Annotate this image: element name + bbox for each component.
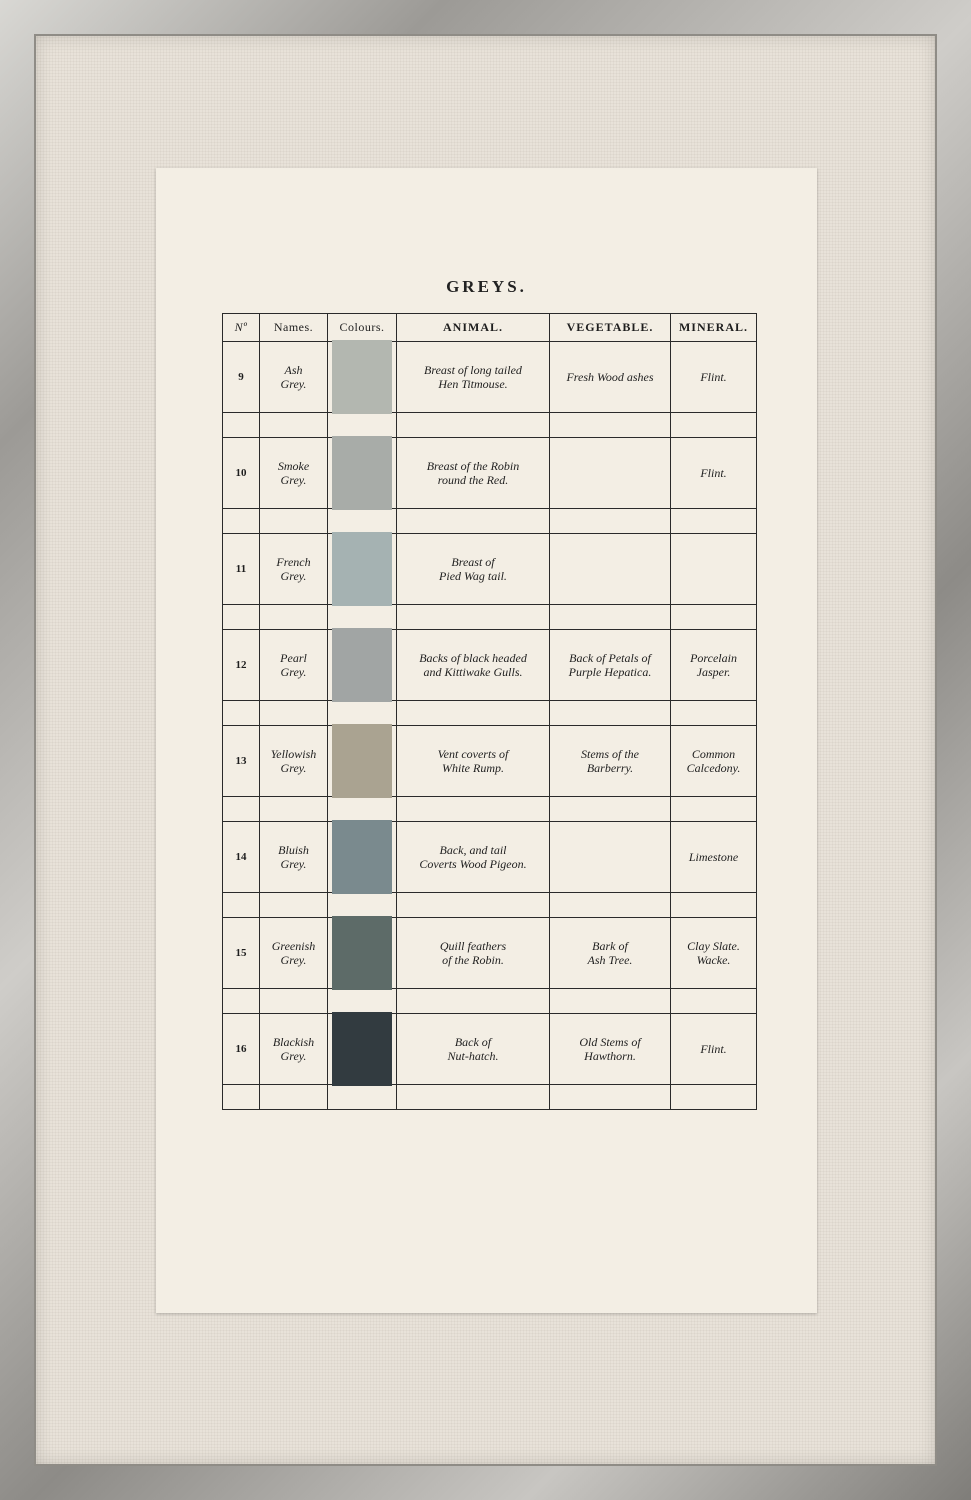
spacer-cell [550,413,671,438]
print-page [156,168,817,1313]
row-mineral: Flint. [671,1014,757,1085]
row-vegetable: Old Stems of Hawthorn. [550,1014,671,1085]
colour-swatch-cell [328,726,397,797]
colour-swatch [332,916,392,990]
spacer-cell [260,701,328,726]
row-name: Greenish Grey. [260,918,328,989]
header-colours: Colours. [328,314,397,342]
spacer-cell [223,893,260,918]
header-row [223,314,757,342]
spacer-cell [223,989,260,1014]
colour-swatch-cell [328,630,397,701]
table-row [223,342,757,413]
spacer-cell [260,797,328,822]
row-number: 12 [223,630,260,701]
colour-swatch [332,628,392,702]
row-animal: Back of Nut-hatch. [397,1014,550,1085]
row-mineral: Limestone [671,822,757,893]
row-number: 16 [223,1014,260,1085]
row-animal: Breast of the Robin round the Red. [397,438,550,509]
spacer-cell [550,605,671,630]
spacer-cell [397,1085,550,1110]
spacer-cell [671,1085,757,1110]
spacer-cell [397,797,550,822]
spacer-cell [397,413,550,438]
row-vegetable [550,534,671,605]
table-row [223,534,757,605]
spacer-cell [223,1085,260,1110]
spacer-cell [260,413,328,438]
spacer-row [223,509,757,534]
row-name: Blackish Grey. [260,1014,328,1085]
spacer-row [223,1085,757,1110]
row-name: Pearl Grey. [260,630,328,701]
spacer-cell [260,1085,328,1110]
table-body [223,342,757,1110]
spacer-cell [260,605,328,630]
header-mineral: MINERAL. [671,314,757,342]
spacer-cell [260,989,328,1014]
spacer-cell [550,701,671,726]
row-animal: Breast of Pied Wag tail. [397,534,550,605]
colour-swatch-cell [328,534,397,605]
spacer-cell [671,509,757,534]
colour-swatch [332,1012,392,1086]
spacer-cell [328,893,397,918]
row-mineral: Flint. [671,342,757,413]
row-vegetable [550,438,671,509]
spacer-row [223,413,757,438]
colour-swatch-cell [328,1014,397,1085]
row-mineral: Flint. [671,438,757,509]
row-name: French Grey. [260,534,328,605]
table-row [223,822,757,893]
colour-swatch-cell [328,438,397,509]
spacer-cell [397,989,550,1014]
table-row [223,630,757,701]
spacer-cell [328,605,397,630]
spacer-cell [550,797,671,822]
spacer-cell [671,701,757,726]
row-mineral: Common Calcedony. [671,726,757,797]
colour-swatch [332,436,392,510]
spacer-cell [671,893,757,918]
row-number: 9 [223,342,260,413]
table-row [223,726,757,797]
spacer-cell [397,893,550,918]
spacer-row [223,893,757,918]
spacer-cell [260,509,328,534]
spacer-cell [671,797,757,822]
row-number: 13 [223,726,260,797]
header-vegetable: VEGETABLE. [550,314,671,342]
row-number: 11 [223,534,260,605]
table-row [223,918,757,989]
spacer-cell [223,701,260,726]
spacer-row [223,701,757,726]
row-vegetable: Fresh Wood ashes [550,342,671,413]
colour-swatch [332,820,392,894]
spacer-cell [223,605,260,630]
row-vegetable: Back of Petals of Purple Hepatica. [550,630,671,701]
row-name: Ash Grey. [260,342,328,413]
colour-table [222,313,757,1110]
spacer-cell [328,509,397,534]
row-animal: Vent coverts of White Rump. [397,726,550,797]
header-names: Names. [260,314,328,342]
row-vegetable: Bark of Ash Tree. [550,918,671,989]
colour-swatch-cell [328,822,397,893]
row-number: 14 [223,822,260,893]
colour-swatch [332,724,392,798]
spacer-cell [397,605,550,630]
spacer-cell [397,701,550,726]
header-animal: ANIMAL. [397,314,550,342]
row-animal: Back, and tail Coverts Wood Pigeon. [397,822,550,893]
row-vegetable: Stems of the Barberry. [550,726,671,797]
spacer-cell [550,509,671,534]
spacer-cell [223,797,260,822]
spacer-cell [550,989,671,1014]
page-title: GREYS. [446,277,527,296]
row-animal: Quill feathers of the Robin. [397,918,550,989]
spacer-cell [397,509,550,534]
row-vegetable [550,822,671,893]
spacer-cell [260,893,328,918]
spacer-cell [550,893,671,918]
row-mineral: Porcelain Jasper. [671,630,757,701]
table-row [223,1014,757,1085]
spacer-cell [671,989,757,1014]
spacer-row [223,605,757,630]
spacer-row [223,797,757,822]
table-row [223,438,757,509]
row-animal: Breast of long tailed Hen Titmouse. [397,342,550,413]
spacer-cell [328,413,397,438]
row-mineral: Clay Slate. Wacke. [671,918,757,989]
colour-swatch [332,340,392,414]
row-animal: Backs of black headed and Kittiwake Gulls. [397,630,550,701]
spacer-cell [328,797,397,822]
spacer-row [223,989,757,1014]
row-number: 15 [223,918,260,989]
spacer-cell [671,413,757,438]
spacer-cell [223,413,260,438]
spacer-cell [328,1085,397,1110]
spacer-cell [550,1085,671,1110]
colour-swatch [332,532,392,606]
header-no: Nº [223,314,260,342]
row-name: Bluish Grey. [260,822,328,893]
spacer-cell [328,701,397,726]
spacer-cell [671,605,757,630]
spacer-cell [328,989,397,1014]
row-number: 10 [223,438,260,509]
colour-swatch-cell [328,342,397,413]
colour-swatch-cell [328,918,397,989]
row-name: Yellowish Grey. [260,726,328,797]
row-mineral [671,534,757,605]
spacer-cell [223,509,260,534]
row-name: Smoke Grey. [260,438,328,509]
